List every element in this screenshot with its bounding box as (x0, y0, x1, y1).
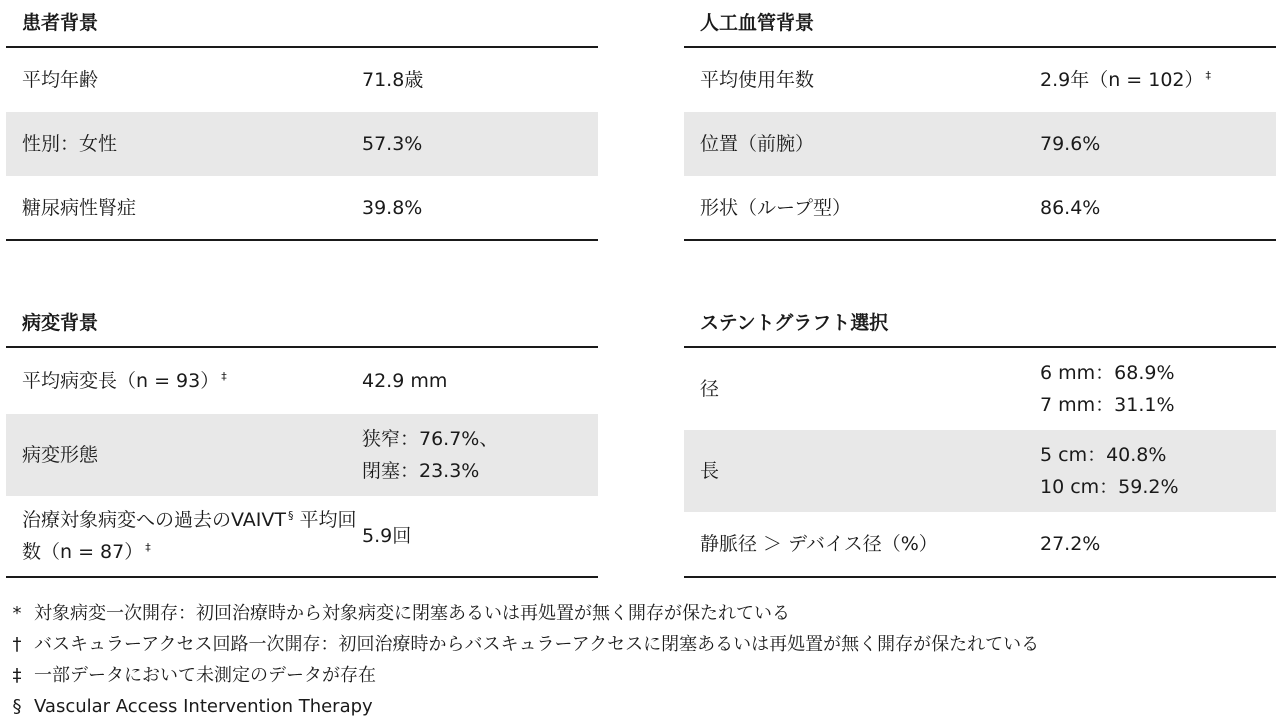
value-line: 狭窄：76.7%、 (362, 428, 499, 450)
table-row (684, 348, 1276, 430)
row-label: 位置（前腕） (700, 133, 815, 155)
footnote-mark: * (12, 603, 22, 624)
row-label: 性別：女性 (22, 133, 118, 155)
row-value: 57.3% (362, 133, 423, 155)
table-row (684, 112, 1276, 176)
footnote-mark: ‡ (221, 370, 227, 383)
row-value: 5.9回 (362, 525, 412, 547)
footnote (6, 629, 1266, 660)
label-text: 平均回数（n = 87） (22, 509, 357, 563)
row-label: 静脈径 ＞ デバイス径（%） (700, 533, 938, 555)
row-value (1040, 439, 1276, 503)
row-label: 平均使用年数 (700, 69, 815, 91)
lesion-background-section (6, 300, 598, 578)
lesion-background-title: 病変背景 (6, 300, 598, 348)
footnote-mark: § (288, 509, 294, 522)
table-row (684, 430, 1276, 512)
row-value: 39.8% (362, 196, 423, 219)
footnotes (6, 598, 1266, 720)
graft-background-title: 人工血管背景 (684, 0, 1276, 48)
footnote-text: Vascular Access Intervention Therapy (34, 696, 373, 717)
row-label: 形状（ループ型） (700, 196, 852, 219)
footnote-mark: † (12, 634, 22, 655)
label-text: 治療対象病変への過去のVAIVT (22, 509, 286, 531)
footnote-text: バスキュラーアクセス回路一次開存：初回治療時からバスキュラーアクセスに閉塞あるいは再処置が無く開存が保たれている (34, 634, 1040, 655)
footnote (6, 691, 1266, 720)
row-label: 長 (700, 460, 720, 482)
row-value: 79.6% (1040, 133, 1101, 155)
graft-background-section (684, 0, 1276, 241)
row-value: 86.4% (1040, 196, 1101, 219)
footnote (6, 598, 1266, 629)
value-line: 閉塞：23.3% (362, 460, 480, 482)
table-row (684, 48, 1276, 112)
row-label: 平均年齢 (22, 69, 99, 91)
patient-background-title: 患者背景 (6, 0, 598, 48)
patient-background-section (6, 0, 598, 241)
row-value (1040, 357, 1276, 421)
table-row (6, 48, 598, 112)
table-row (6, 348, 598, 414)
label-line (22, 509, 294, 531)
value-line: 5 cm：40.8% (1040, 444, 1167, 466)
footnote-mark: § (12, 696, 22, 717)
row-value (1040, 64, 1276, 96)
footnote-mark: ‡ (1205, 69, 1212, 82)
row-value: 42.9 mm (362, 370, 448, 392)
footnote-text: 一部データにおいて未測定のデータが存在 (34, 665, 376, 686)
value-line: 7 mm：31.1% (1040, 394, 1175, 416)
table-row (6, 112, 598, 176)
footnote (6, 660, 1266, 691)
row-label: 病変形態 (22, 444, 99, 466)
row-label: 径 (700, 378, 720, 400)
table-row (6, 176, 598, 241)
value-text: 2.9年（n = 102） (1040, 69, 1204, 91)
row-label (6, 504, 362, 568)
value-line: 6 mm：68.9% (1040, 362, 1175, 384)
table-row (6, 496, 598, 578)
table-row (684, 512, 1276, 578)
value-line: 10 cm：59.2% (1040, 476, 1179, 498)
stent-graft-selection-title: ステントグラフト選択 (684, 300, 1276, 348)
table-row (6, 414, 598, 496)
table-row (684, 176, 1276, 241)
label-text: 平均病変長（n = 93） (22, 370, 220, 392)
footnote-text: 対象病変一次開存：初回治療時から対象病変に閉塞あるいは再処置が無く開存が保たれている (34, 603, 790, 624)
footnote-mark: ‡ (12, 665, 22, 686)
row-label: 糖尿病性腎症 (22, 196, 137, 219)
stent-graft-selection-section (684, 300, 1276, 578)
footnote-mark: ‡ (145, 541, 151, 554)
row-value: 27.2% (1040, 533, 1101, 555)
row-value (362, 423, 598, 487)
row-label (6, 365, 362, 397)
row-value: 71.8歳 (362, 69, 424, 91)
